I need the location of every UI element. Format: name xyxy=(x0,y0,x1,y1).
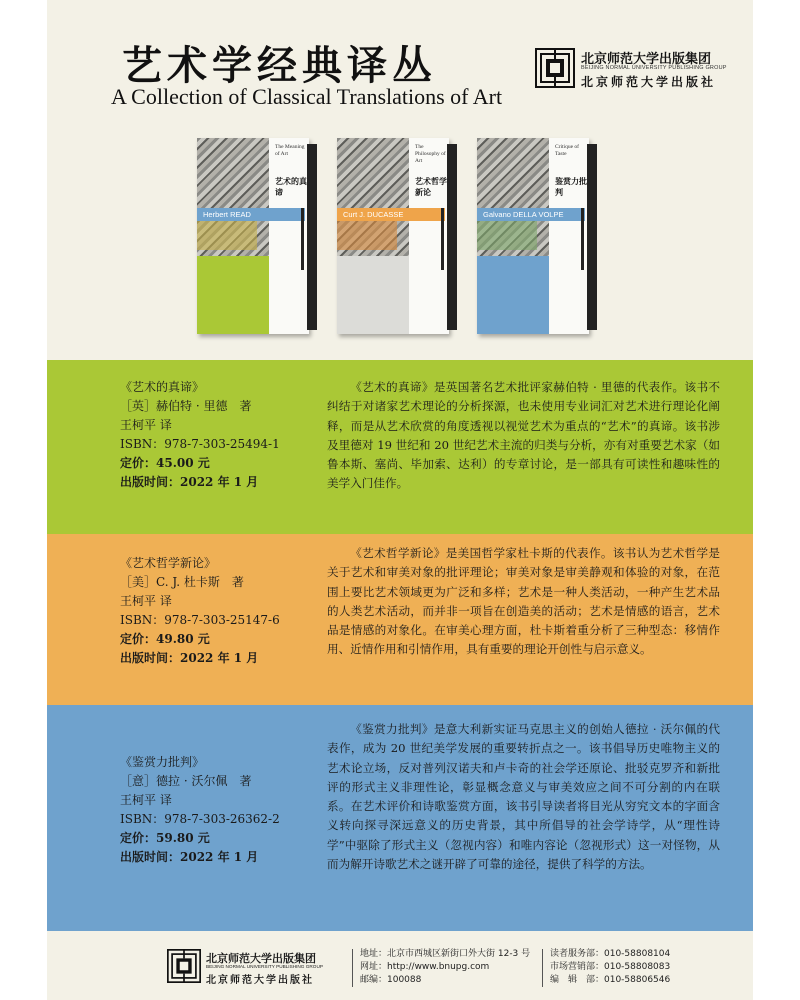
book-price: 定价：49.80 元 xyxy=(120,632,210,646)
book-date: 出版时间：2022 年 1 月 xyxy=(120,475,259,489)
cover-cn-title: 鉴赏力批判 xyxy=(555,177,587,197)
book-description: 《鉴赏力批判》是意大利新实证马克思主义的创始人德拉 · 沃尔佩的代表作，成为 20 世纪美学发展的重要转折点之一。该书倡导历史唯物主义的艺术论立场，反对普列汉诺夫和卢卡奇的社会学还原论、批驳克罗齐和新批评的形式主义非理性论，彰显概念意义与审美效应之间不可分割的内在联系。在艺术评价和诗歌鉴赏方面，该书引导读者将目光从穷究文本的字面含义转向探寻深远意义的历史背景，其中所倡导的社会学诗学，从“理性诗学”中驱除了形式主义（忽视内容）和唯内容论（忽视形式）这一对怪物，从而为解开诗歌艺术之谜开辟了可靠的途径，提供了科学的方法。 xyxy=(327,722,720,872)
cover-author-band: Curt J. DUCASSE xyxy=(337,208,445,221)
book-section-3 xyxy=(47,705,753,931)
cover-en-title: Critique of Taste xyxy=(555,144,579,157)
footer xyxy=(47,931,753,1000)
book-date: 出版时间：2022 年 1 月 xyxy=(120,850,259,864)
book-author: ［英］赫伯特 · 里德 著 xyxy=(120,399,252,413)
book-translator: 王柯平 译 xyxy=(120,418,172,432)
footer-website[interactable]: 网址：http://www.bnupg.com xyxy=(360,962,490,972)
cover-en-title: The Philosophy of Art xyxy=(415,144,446,164)
book-info xyxy=(120,554,280,668)
footer-divider xyxy=(542,949,543,987)
book-isbn: ISBN：978-7-303-25147-6 xyxy=(120,613,280,627)
footer-phones xyxy=(550,948,670,987)
book-spine-2 xyxy=(447,144,457,330)
book-isbn: ISBN：978-7-303-26362-2 xyxy=(120,812,280,826)
footer-postcode: 邮编：100088 xyxy=(360,975,422,985)
publisher-name-cn: 北京师范大学出版集团 xyxy=(581,52,712,67)
book-section-2 xyxy=(47,534,753,705)
cover-rule xyxy=(441,208,444,270)
footer-publisher-logo xyxy=(167,949,337,989)
book-title: 《艺术哲学新论》 xyxy=(120,556,217,570)
publisher-name-en: BEIJING NORMAL UNIVERSITY PUBLISHING GROUP xyxy=(581,65,727,71)
footer-publisher-name-en: BEIJING NORMAL UNIVERSITY PUBLISHING GROUP xyxy=(206,964,323,969)
book-spine-3 xyxy=(587,144,597,330)
book-info xyxy=(120,753,280,867)
book-cover-3 xyxy=(477,138,589,334)
footer-contact xyxy=(360,948,530,987)
book-translator: 王柯平 译 xyxy=(120,594,172,608)
book-description: 《艺术哲学新论》是美国哲学家杜卡斯的代表作。该书认为艺术哲学是关于艺术和审美对象的批评理论；审美对象是审美静观和体验的对象，在范围上要比艺术领域更为广泛和多样；艺术是一种人类活动，一种产生艺术品的人类艺术活动，而并非一项旨在创造美的活动；艺术是情感的语言，艺术品是情感的对象化。在审美心理方面，杜卡斯着重分析了三种型态：移情作用、近情作用和引情作用，具有重要的理论开创性与启示意义。 xyxy=(327,546,720,657)
cover-author-band: Galvano DELLA VOLPE xyxy=(477,208,585,221)
cover-author-band: Herbert READ xyxy=(197,208,305,221)
cover-cn-title: 艺术哲学新论 xyxy=(415,177,447,197)
book-section-1 xyxy=(47,360,753,534)
publisher-emblem-icon xyxy=(535,48,575,88)
book-price: 定价：59.80 元 xyxy=(120,831,210,845)
series-title-cn: 艺术学经典译丛 xyxy=(122,42,437,89)
cover-color-block xyxy=(477,256,549,334)
book-cover-1 xyxy=(197,138,309,334)
book-author: ［美］C. J. 杜卡斯 著 xyxy=(120,575,244,589)
book-author: ［意］德拉 · 沃尔佩 著 xyxy=(120,774,252,788)
cover-rule xyxy=(301,208,304,270)
footer-divider xyxy=(352,949,353,987)
footer-marketing: 市场营销部：010-58808083 xyxy=(550,962,671,972)
publisher-logo xyxy=(535,46,735,96)
publisher-name-calligraphy: 北京师范大学出版社 xyxy=(581,75,717,89)
book-date: 出版时间：2022 年 1 月 xyxy=(120,651,259,665)
book-cover-2 xyxy=(337,138,449,334)
footer-address: 地址：北京市西城区新街口外大街 12-3 号 xyxy=(360,949,531,959)
publisher-emblem-icon xyxy=(167,949,201,983)
book-title: 《鉴赏力批判》 xyxy=(120,755,205,769)
footer-publisher-name-cn: 北京师范大学出版集团 xyxy=(206,952,316,965)
cover-en-title: The Meaning of Art xyxy=(275,144,305,157)
page xyxy=(47,0,753,1000)
series-title-en: A Collection of Classical Translations of Art xyxy=(111,84,503,109)
cover-rule xyxy=(581,208,584,270)
book-translator: 王柯平 译 xyxy=(120,793,172,807)
book-price: 定价：45.00 元 xyxy=(120,456,210,470)
book-info xyxy=(120,378,280,492)
header xyxy=(47,0,753,360)
book-title: 《艺术的真谛》 xyxy=(120,380,205,394)
book-description: 《艺术的真谛》是英国著名艺术批评家赫伯特 · 里德的代表作。该书不纠结于对诸家艺术理论的分析探源，也未使用专业词汇对艺术进行理论化阐释，而是从艺术欣赏的角度透视以视觉艺术为重点的“艺术”的真谛。该书涉及里德对 19 世纪和 20 世纪艺术主流的归类与分析，亦有对重要艺术家（如鲁本斯、塞尚、毕加索、达利）的专章讨论，是一部具有可读性和趣味性的美学入门佳作。 xyxy=(327,380,720,491)
footer-publisher-calligraphy: 北京师范大学出版社 xyxy=(206,975,314,986)
cover-color-block xyxy=(337,256,409,334)
footer-reader-service: 读者服务部：010-58808104 xyxy=(550,949,671,959)
footer-editorial: 编 辑 部：010-58806546 xyxy=(550,975,671,985)
cover-color-block xyxy=(197,256,269,334)
book-spine-1 xyxy=(307,144,317,330)
cover-cn-title: 艺术的真谛 xyxy=(275,177,307,197)
book-isbn: ISBN：978-7-303-25494-1 xyxy=(120,437,280,451)
